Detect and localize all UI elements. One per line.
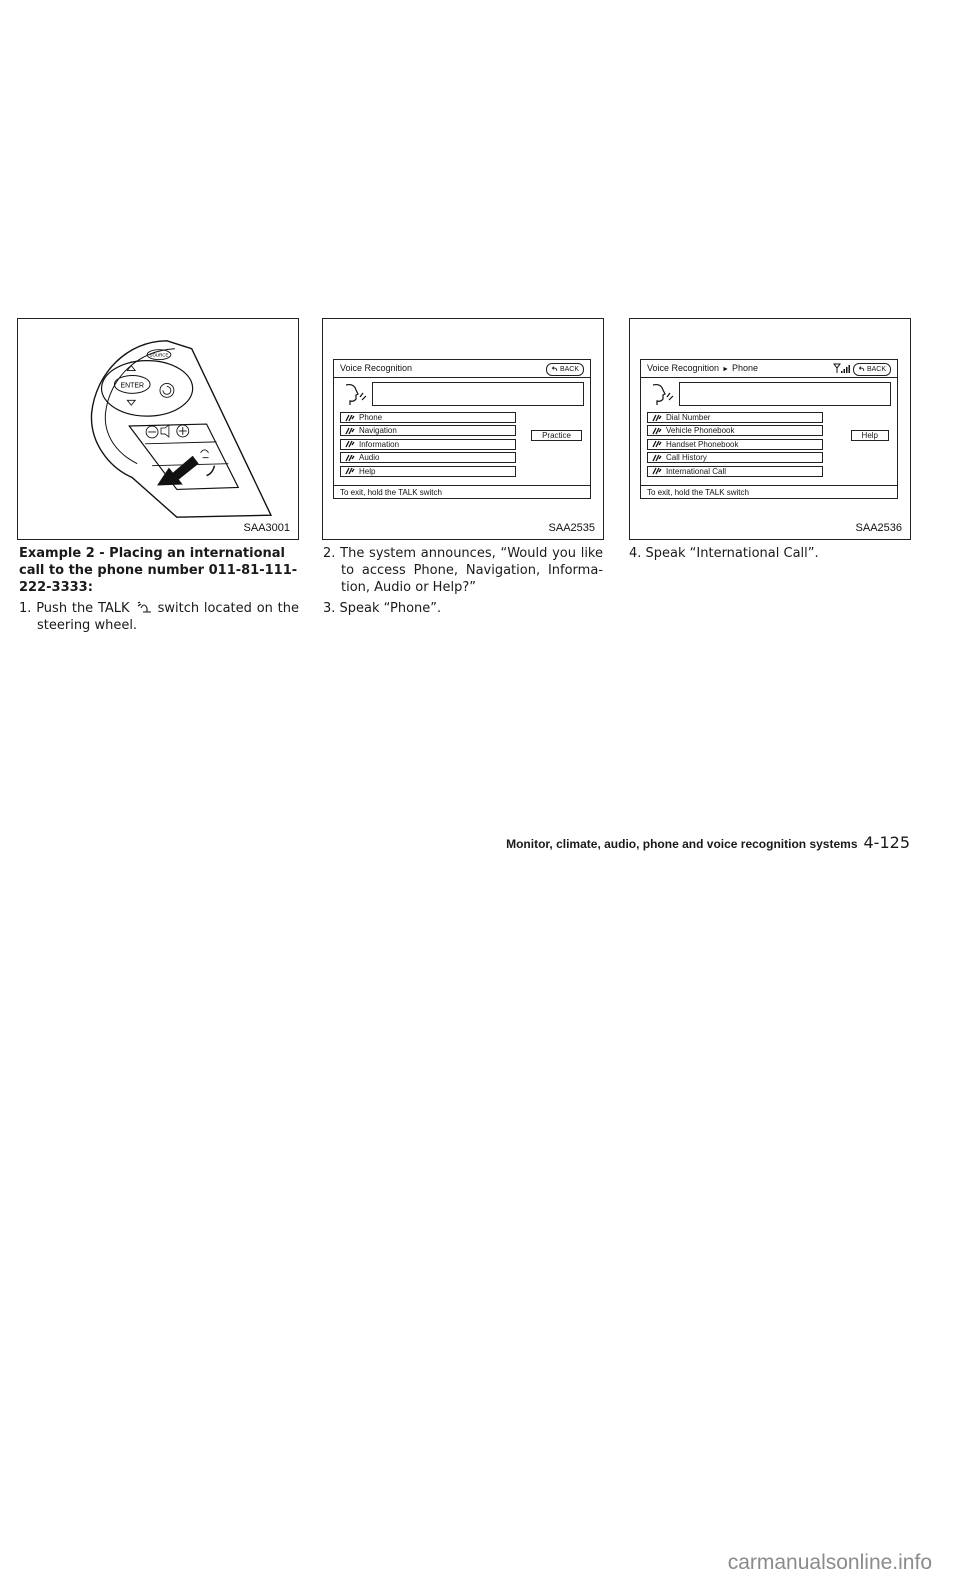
menu-item-vehicle-phonebook[interactable]: Vehicle Phonebook [647,425,823,436]
signal-strength-icon [833,363,851,374]
menu-item-information[interactable]: Information [340,439,516,450]
menu-item-audio[interactable]: Audio [340,452,516,463]
menu-item-help[interactable]: Help [340,466,516,477]
page-footer [506,833,910,852]
vr-screen [333,359,591,499]
talk-switch-icon [136,600,152,614]
voice-command-icon [345,454,355,462]
menu-item-dial-number[interactable]: Dial Number [647,412,823,423]
voice-command-icon [652,440,662,448]
screen-title: Voice Recognition ► Phone [647,363,759,373]
voice-command-icon [345,414,355,422]
menu-item-navigation[interactable]: Navigation [340,425,516,436]
figure-code: SAA3001 [243,522,290,534]
back-button[interactable] [853,363,891,376]
voice-command-icon [652,427,662,435]
step-4: 4. Speak “International Call”. [629,546,819,561]
voice-face-icon [340,382,368,408]
back-arrow-icon [551,366,558,373]
text-column-1 [19,545,299,638]
breadcrumb-arrow-icon: ► [722,366,729,373]
page-number: 4-125 [863,833,910,852]
screen-subtitle: Phone [732,363,759,373]
section-title: Monitor, climate, audio, phone and voice recognition systems [506,837,858,851]
voice-command-icon [345,427,355,435]
figure-voice-recognition [322,318,604,540]
menu-item-handset-phonebook[interactable]: Handset Phonebook [647,439,823,450]
screen-title: Voice Recognition [340,363,413,373]
voice-face-icon [647,382,675,408]
recognition-display [372,382,584,406]
menu-item-phone[interactable]: Phone [340,412,516,423]
step-1: 1. Push the TALK switch located on the steering wheel. [19,601,300,633]
back-label: BACK [866,366,886,373]
screen-footer: To exit, hold the TALK switch [340,488,442,497]
back-label: BACK [559,366,579,373]
menu-item-call-history[interactable]: Call History [647,452,823,463]
back-arrow-icon [858,366,865,373]
watermark: carmanualsonline.info [727,1551,932,1574]
vr-phone-menu [647,412,823,479]
screen-footer: To exit, hold the TALK switch [647,488,749,497]
enter-label: ENTER [120,382,144,390]
voice-command-icon [345,440,355,448]
vr-phone-screen [640,359,898,499]
practice-button[interactable]: Practice [531,430,582,441]
step-3: 3. Speak “Phone”. [323,601,442,616]
recognition-display [679,382,891,406]
back-button[interactable] [546,363,584,376]
figure-steering-switches [17,318,299,540]
voice-command-icon [652,454,662,462]
text-column-3 [629,545,909,566]
menu-item-international-call[interactable]: International Call [647,466,823,477]
source-label: SOURCE [149,352,169,358]
figure-code: SAA2536 [855,522,902,534]
voice-command-icon [652,414,662,422]
text-column-2 [323,545,603,621]
voice-command-icon [652,467,662,475]
voice-command-icon [345,467,355,475]
step-2: 2. The system announces, “Would you like to access Phone, Navigation, Informa-tion, Audio or Help?” [323,546,603,595]
figure-voice-recognition-phone [629,318,911,540]
vr-menu [340,412,516,479]
figure-code: SAA2535 [548,522,595,534]
help-button[interactable]: Help [851,430,889,441]
example-heading: Example 2 - Placing an international call to the phone number 011-81-111-222-3333: [19,546,298,595]
steering-wheel-illustration [18,319,298,539]
